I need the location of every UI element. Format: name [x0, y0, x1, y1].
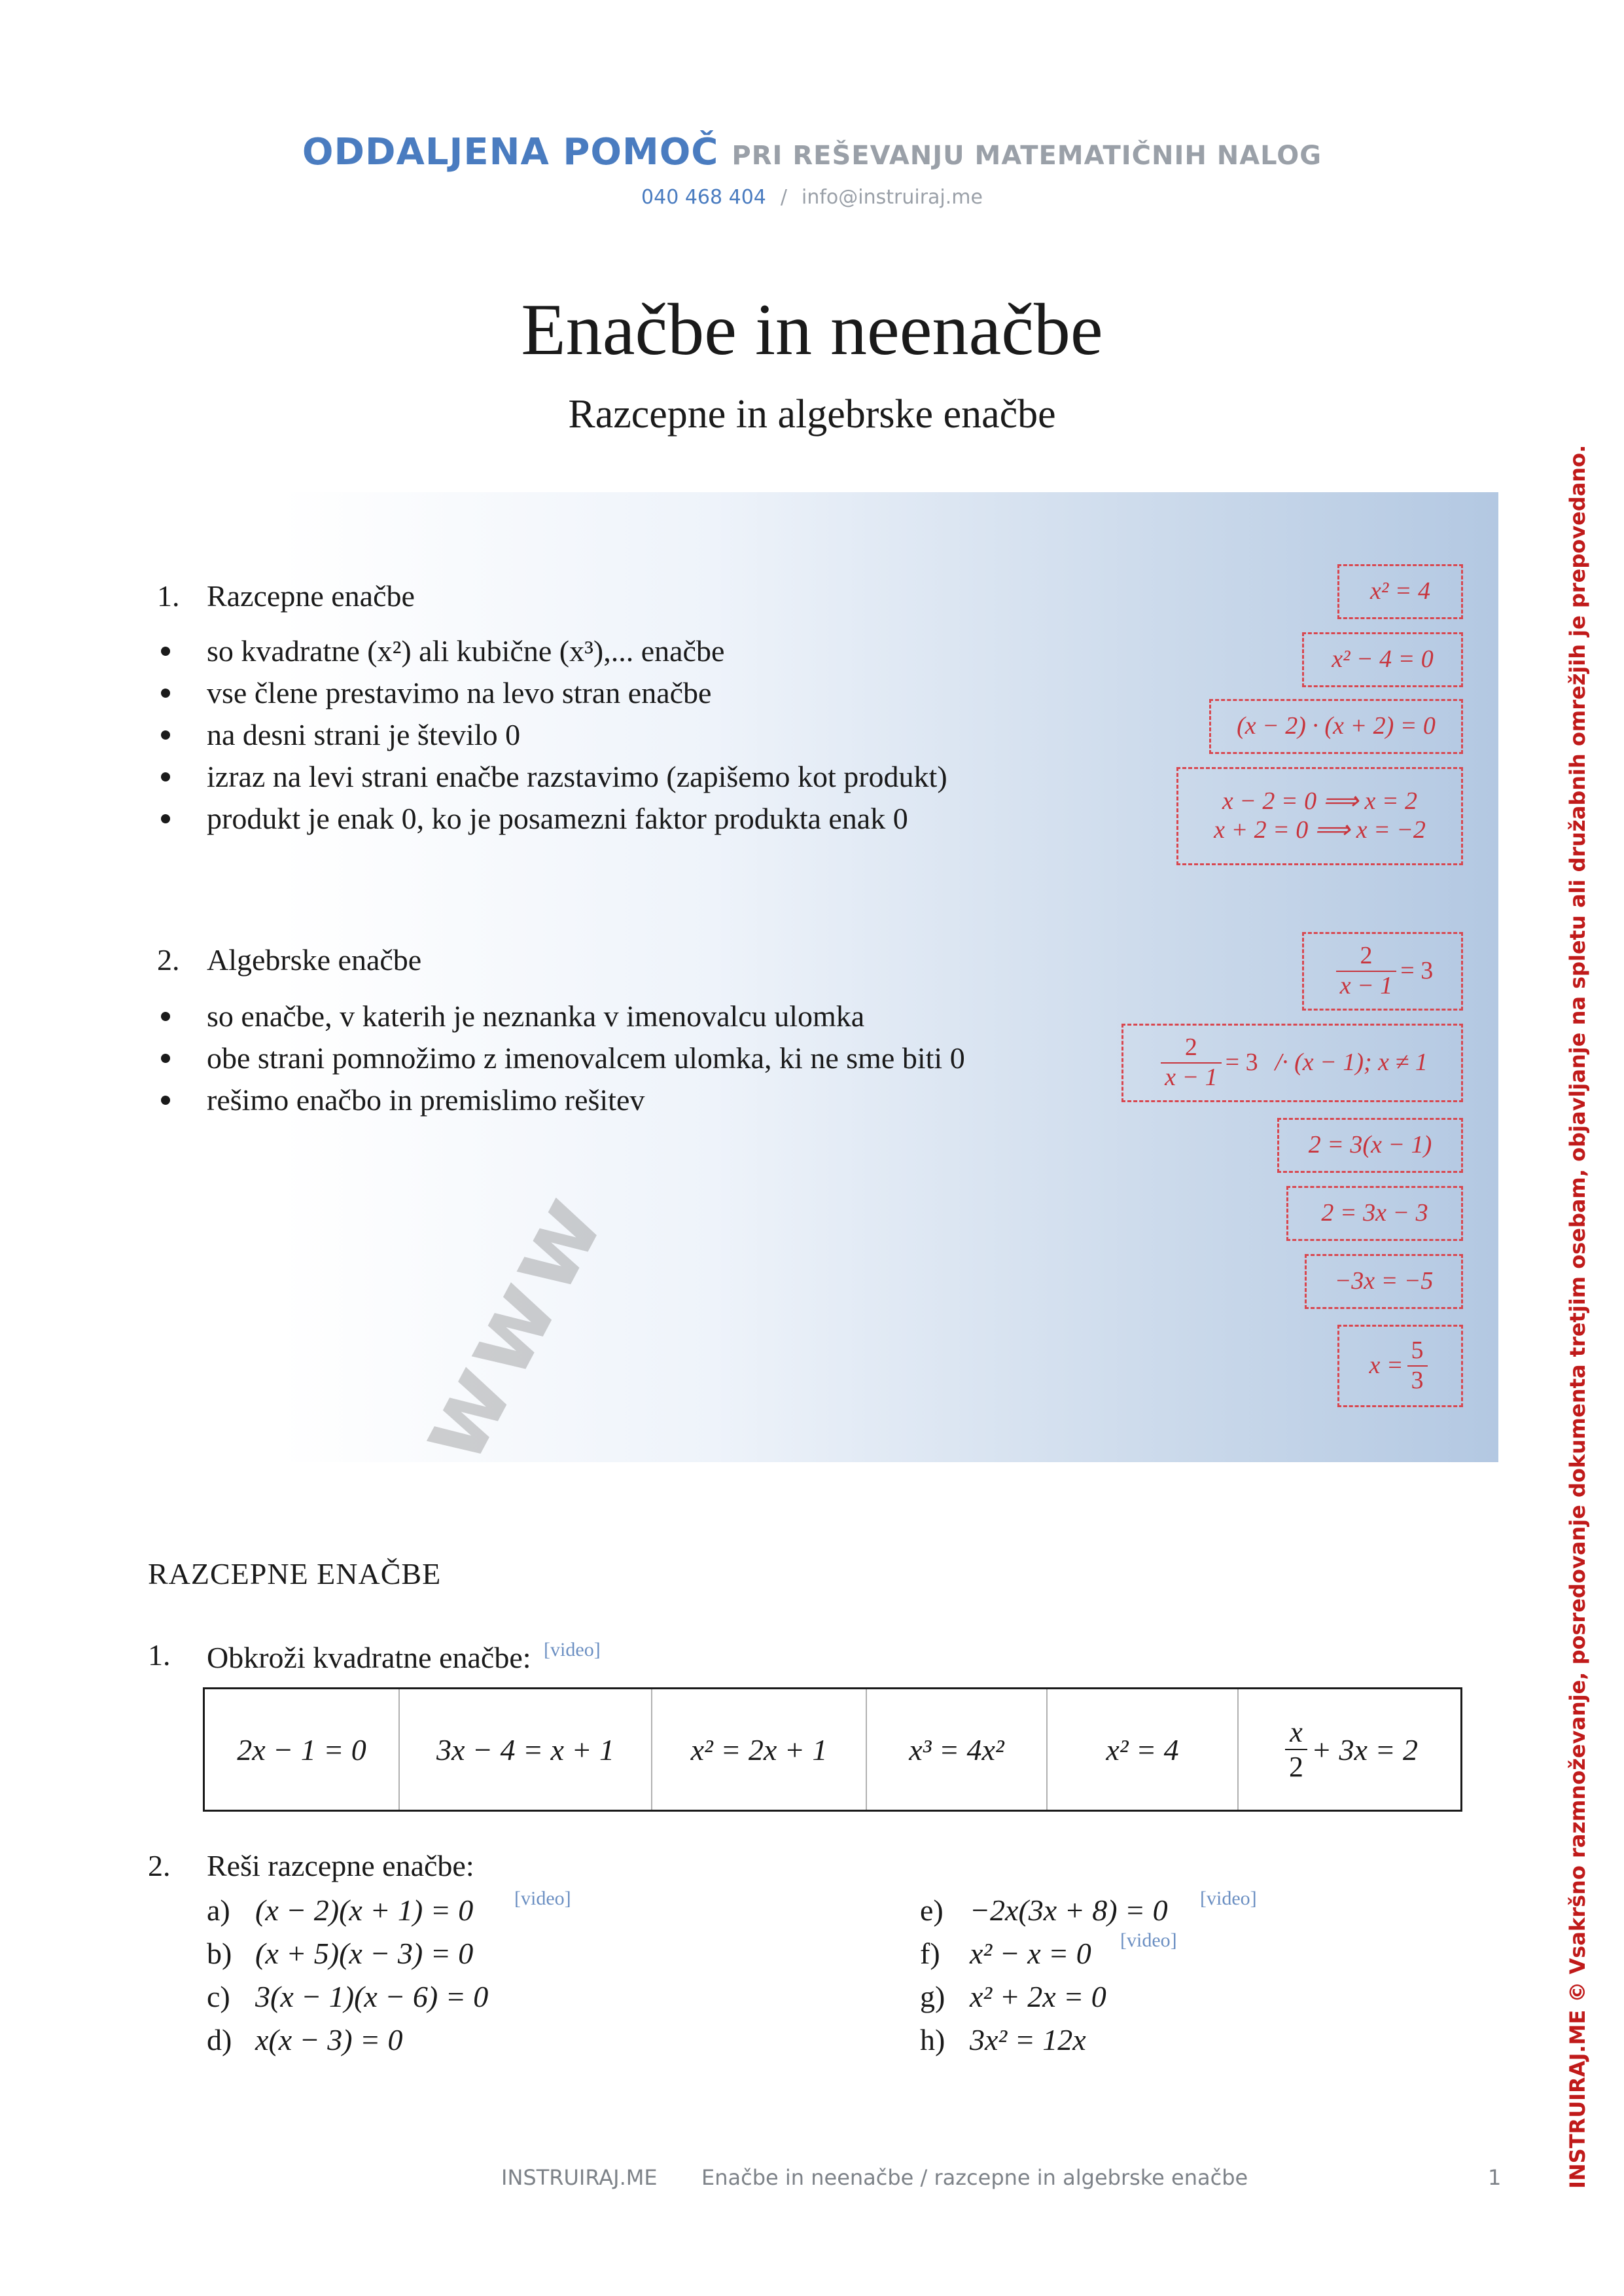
example2-box-6: [1337, 1325, 1463, 1407]
copyright-notice: INSTRUIRAJ.ME © Vsakršno razmnoževanje, posredovanje dokumenta tretjim osebam, objavljanje na spletu ali družabnih omrežjih je prepovedano.: [1565, 444, 1590, 2189]
task2-eq-c: 3(x − 1)(x − 6) = 0: [255, 1980, 489, 2013]
section2-number: 2.: [157, 943, 180, 977]
task2-text: Reši razcepne enačbe:: [207, 1849, 474, 1882]
example2-box-4: 2 = 3x − 3: [1286, 1186, 1463, 1241]
email-address[interactable]: info@instruiraj.me: [802, 186, 983, 209]
task2-eq-f: x² − x = 0: [970, 1937, 1091, 1970]
bullet-dot: [161, 1096, 170, 1105]
section1-number: 1.: [157, 579, 180, 613]
table-cell[interactable]: x² = 4: [1048, 1689, 1239, 1810]
task2-label-f: f): [920, 1937, 940, 1970]
task2-number: 2.: [148, 1849, 171, 1882]
fraction: $\frac{x}{2}$: [1285, 1715, 1307, 1784]
brand-tagline: PRI REŠEVANJU MATEMATIČNIH NALOG: [732, 141, 1322, 171]
task2-label-b: b): [207, 1937, 232, 1970]
bullet-dot: [161, 1054, 170, 1063]
exercises-heading: RAZCEPNE ENAČBE: [148, 1557, 442, 1590]
page-title: Enačbe in neenačbe: [521, 289, 1103, 370]
example2-result-lhs: x =: [1369, 1352, 1403, 1380]
example1-box-2: x² − 4 = 0: [1302, 632, 1463, 687]
fraction: $\frac{5}{3}$: [1407, 1336, 1428, 1395]
section1-bullet-1: so kvadratne (x²) ali kubične (x³),... enačbe: [207, 634, 725, 668]
video-link[interactable]: [video]: [1200, 1888, 1257, 1909]
example1-line-1: x − 2 = 0 ⟹ x = 2: [1222, 787, 1418, 816]
footer-site[interactable]: INSTRUIRAJ.ME: [501, 2165, 658, 2190]
example2-box-2: [1121, 1024, 1463, 1102]
bullet-dot: [161, 772, 170, 781]
bullet-dot: [161, 689, 170, 698]
task2-label-d: d): [207, 2023, 232, 2056]
header-contact: [0, 186, 1624, 209]
bullet-dot: [161, 1012, 170, 1021]
section2-bullet-2: obe strani pomnožimo z imenovalcem ulomka, ki ne sme biti 0: [207, 1041, 965, 1075]
example1-box-3: (x − 2) · (x + 2) = 0: [1209, 699, 1463, 754]
example2-box-1: [1302, 932, 1463, 1011]
task2-label-e: e): [920, 1893, 944, 1927]
example1-box-1: x² = 4: [1337, 564, 1463, 619]
task2-label-h: h): [920, 2023, 945, 2056]
section1-bullet-5: produkt je enak 0, ko je posamezni faktor produkta enak 0: [207, 802, 908, 835]
example2-rhs-2: = 3: [1225, 1049, 1258, 1077]
example2-note: /· (x − 1); x ≠ 1: [1275, 1049, 1428, 1077]
bullet-dot: [161, 730, 170, 740]
example1-line-2: x + 2 = 0 ⟹ x = −2: [1214, 816, 1426, 844]
contact-separator: /: [780, 186, 787, 209]
task2-eq-g: x² + 2x = 0: [970, 1980, 1106, 2013]
section1-bullet-4: izraz na levi strani enačbe razstavimo (zapišemo kot produkt): [207, 760, 947, 793]
video-link[interactable]: [video]: [514, 1888, 571, 1909]
task2-eq-d: x(x − 3) = 0: [255, 2023, 403, 2056]
task2-label-a: a): [207, 1893, 230, 1927]
video-link[interactable]: [video]: [1120, 1929, 1177, 1951]
footer-document: Enačbe in neenačbe / razcepne in algebrske enačbe: [701, 2165, 1248, 2190]
page-subtitle: Razcepne in algebrske enačbe: [568, 392, 1056, 437]
header-title: [0, 131, 1624, 173]
table-cell[interactable]: $\frac{x}{2}$ + 3x = 2: [1239, 1689, 1460, 1810]
quadratic-equations-table: [203, 1687, 1462, 1812]
example2-box-5: −3x = −5: [1305, 1254, 1463, 1309]
section1-bullet-3: na desni strani je število 0: [207, 718, 521, 751]
task1-text: Obkroži kvadratne enačbe: [video]: [207, 1639, 601, 1674]
bullet-dot: [161, 647, 170, 656]
task2-eq-h: 3x² = 12x: [970, 2023, 1086, 2056]
task2-eq-a: (x − 2)(x + 1) = 0: [255, 1893, 474, 1927]
example2-rhs-1: = 3: [1400, 957, 1434, 985]
task2-label-c: c): [207, 1980, 230, 2013]
fraction: $\frac{2}{x - 1}$: [1161, 1033, 1222, 1092]
task1-number: 1.: [148, 1638, 171, 1672]
example2-box-3: 2 = 3(x − 1): [1277, 1118, 1463, 1173]
video-link[interactable]: [video]: [544, 1639, 601, 1660]
table-cell[interactable]: x³ = 4x²: [867, 1689, 1048, 1810]
brand-name: ODDALJENA POMOČ: [302, 131, 719, 173]
section2-heading: Algebrske enačbe: [207, 943, 422, 977]
table-cell[interactable]: 2x − 1 = 0: [205, 1689, 400, 1810]
table-cell[interactable]: 3x − 4 = x + 1: [400, 1689, 652, 1810]
bullet-dot: [161, 814, 170, 823]
task2-eq-e: −2x(3x + 8) = 0: [970, 1893, 1168, 1927]
example1-box-4: [1176, 767, 1463, 865]
task2-label-g: g): [920, 1980, 945, 2013]
phone-number[interactable]: 040 468 404: [641, 186, 766, 209]
watermark: www: [393, 1172, 629, 1480]
section1-heading: Razcepne enačbe: [207, 579, 415, 613]
section1-bullet-2: vse člene prestavimo na levo stran enačbe: [207, 676, 712, 709]
footer-page-number: 1: [1488, 2165, 1502, 2190]
section2-bullet-3: rešimo enačbo in premislimo rešitev: [207, 1083, 645, 1117]
fraction: $\frac{2}{x - 1}$: [1336, 942, 1397, 1000]
table-cell[interactable]: x² = 2x + 1: [652, 1689, 867, 1810]
section2-bullet-1: so enačbe, v katerih je neznanka v imenovalcu ulomka: [207, 999, 865, 1033]
task2-eq-b: (x + 5)(x − 3) = 0: [255, 1937, 474, 1970]
